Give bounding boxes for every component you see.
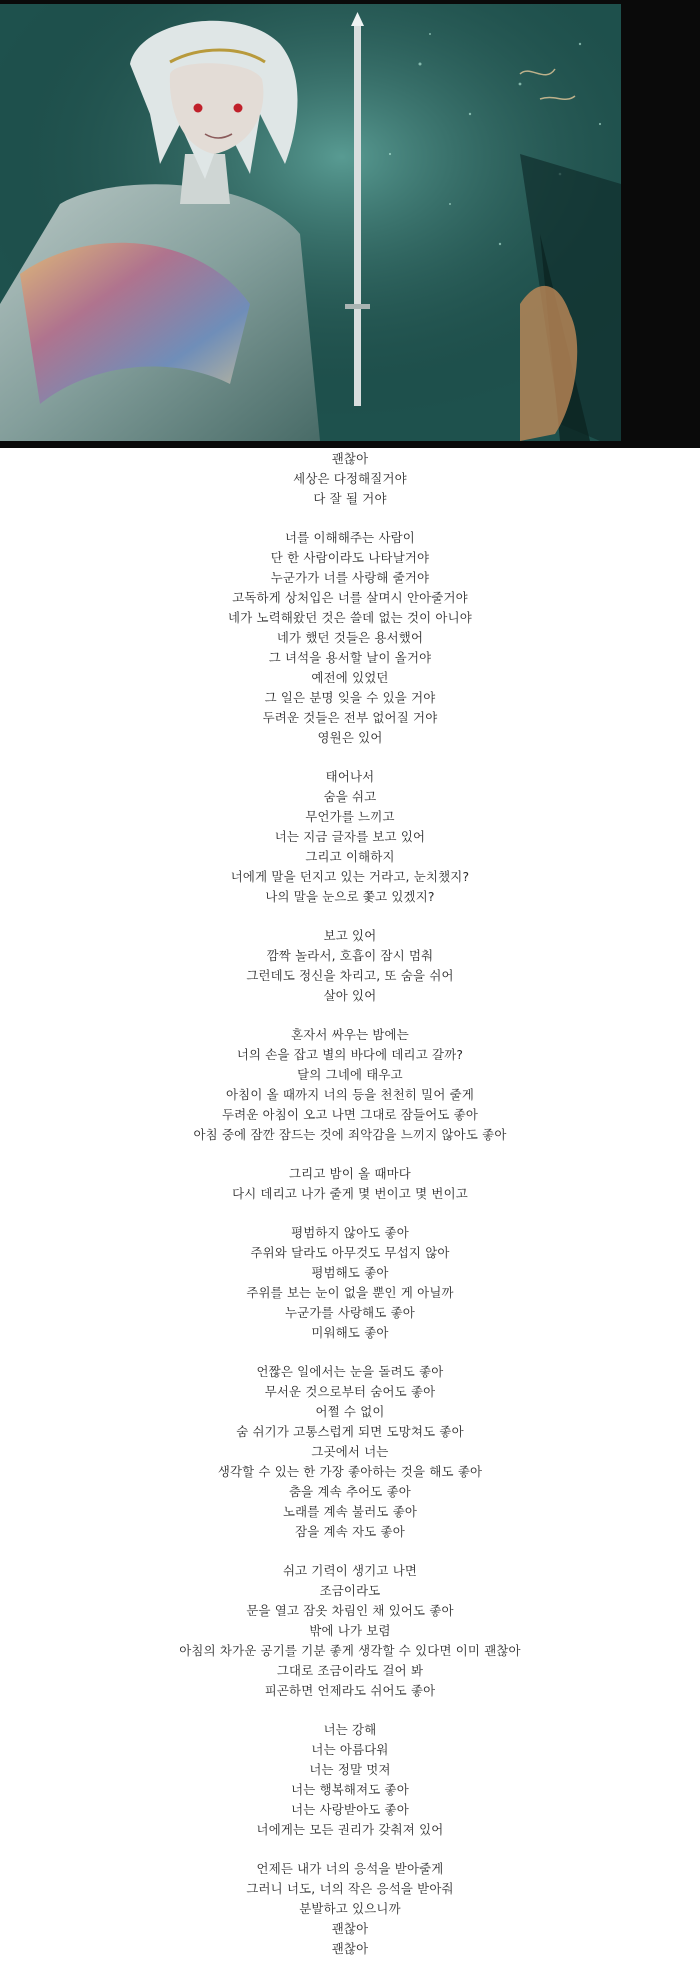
poem-line: 괜찮아 [331,1921,369,1936]
poem-line: 네가 했던 것들은 용서했어 [276,630,424,645]
poem-stanza [0,1859,700,1959]
poem-line: 숨을 쉬고 [323,789,377,804]
poem-line: 네가 노력해왔던 것은 쓸데 없는 것이 아니야 [228,610,472,625]
poem-line: 괜찮아 [331,451,369,466]
poem-line: 다 잘 될 거야 [313,491,387,506]
poem-line: 주위를 보는 눈이 없을 뿐인 게 아닐까 [246,1285,454,1300]
poem-line: 밖에 나가 보렴 [309,1623,391,1638]
artwork-banner [0,0,700,448]
poem-line: 두려운 아침이 오고 나면 그대로 잠들어도 좋아 [221,1107,479,1122]
poem-line: 평범하지 않아도 좋아 [291,1225,409,1240]
poem-line: 나의 말을 눈으로 쫓고 있겠지? [265,889,435,904]
poem-stanza [0,449,700,509]
poem-line: 그 일은 분명 잊을 수 있을 거야 [264,690,436,705]
poem-line: 괜찮아 [331,1941,369,1956]
artwork-illustration-svg [0,4,621,441]
poem-line: 그대로 조금이라도 걸어 봐 [276,1663,424,1678]
poem-line: 피곤하면 언제라도 쉬어도 좋아 [264,1683,436,1698]
poem-line: 너에게는 모든 권리가 갖춰져 있어 [256,1822,444,1837]
poem-line: 살아 있어 [323,988,377,1003]
poem-text [0,449,700,1978]
poem-line: 다시 데리고 나가 줄게 몇 번이고 몇 번이고 [232,1186,468,1201]
poem-line: 미워해도 좋아 [311,1325,389,1340]
poem-line: 그리고 밤이 올 때마다 [289,1166,411,1181]
poem-line: 너에게 말을 던지고 있는 거라고, 눈치챘지? [230,869,470,884]
poem-line: 그런데도 정신을 차리고, 또 숨을 쉬어 [246,968,454,983]
poem-line: 너는 정말 멋져 [309,1762,391,1777]
poem-line: 너는 행복해져도 좋아 [291,1782,409,1797]
poem-stanza [0,1164,700,1204]
poem-line: 숨 쉬기가 고통스럽게 되면 도망쳐도 좋아 [236,1424,464,1439]
poem-line: 혼자서 싸우는 밤에는 [291,1027,409,1042]
poem-line: 조금이라도 [319,1583,381,1598]
poem-line: 보고 있어 [323,928,377,943]
poem-line: 문을 열고 잠옷 차림인 채 있어도 좋아 [246,1603,454,1618]
poem-line: 그리고 이해하지 [305,849,395,864]
poem-line: 주위와 달라도 아무것도 무섭지 않아 [250,1245,450,1260]
poem-stanza [0,1362,700,1542]
poem-line: 너의 손을 잡고 별의 바다에 데리고 갈까? [236,1047,464,1062]
poem-line: 달의 그네에 태우고 [297,1067,403,1082]
poem-stanza [0,1561,700,1701]
poem-line: 아침이 올 때까지 너의 등을 천천히 밀어 줄게 [225,1087,475,1102]
poem-line: 아침 중에 잠깐 잠드는 것에 죄악감을 느끼지 않아도 좋아 [193,1127,507,1142]
poem-line: 어쩔 수 없이 [315,1404,385,1419]
poem-line: 그러니 너도, 너의 작은 응석을 받아줘 [246,1881,454,1896]
poem-line: 무서운 것으로부터 숨어도 좋아 [264,1384,436,1399]
poem-line: 너는 강해 [323,1722,377,1737]
poem-line: 고독하게 상처입은 너를 살며시 안아줄거야 [232,590,468,605]
poem-line: 세상은 다정해질거야 [293,471,407,486]
poem-line: 너는 지금 글자를 보고 있어 [274,829,426,844]
poem-line: 언제든 내가 너의 응석을 받아줄게 [256,1861,444,1876]
poem-line: 예전에 있었던 [311,670,389,685]
poem-stanza [0,926,700,1006]
poem-line: 그곳에서 너는 [311,1444,389,1459]
poem-line: 무언가를 느끼고 [305,809,395,824]
poem-line: 누군가를 사랑해도 좋아 [285,1305,415,1320]
poem-line: 깜짝 놀라서, 호흡이 잠시 멈춰 [266,948,434,963]
poem-stanza [0,1720,700,1840]
poem-line: 너는 아름다워 [311,1742,389,1757]
poem-line: 그 녀석을 용서할 날이 올거야 [268,650,432,665]
poem-line: 아침의 차가운 공기를 기분 좋게 생각할 수 있다면 이미 괜찮아 [179,1643,521,1658]
poem-line: 단 한 사람이라도 나타날거야 [270,550,430,565]
poem-line: 생각할 수 있는 한 가장 좋아하는 것을 해도 좋아 [217,1464,483,1479]
poem-line: 누군가가 너를 사랑해 줄거야 [270,570,430,585]
poem-line: 쉬고 기력이 생기고 나면 [282,1563,418,1578]
poem-stanza [0,767,700,907]
poem-line: 두려운 것들은 전부 없어질 거야 [262,710,438,725]
poem-stanza [0,1025,700,1145]
artwork-illustration [0,4,621,441]
poem-line: 잠을 계속 자도 좋아 [295,1524,405,1539]
poem-line: 너를 이해해주는 사람이 [285,530,415,545]
poem-stanza [0,1223,700,1343]
poem-line: 너는 사랑받아도 좋아 [291,1802,409,1817]
poem-line: 춤을 계속 추어도 좋아 [289,1484,411,1499]
poem-line: 노래를 계속 불러도 좋아 [282,1504,418,1519]
poem-line: 분발하고 있으니까 [299,1901,401,1916]
poem-line: 언짢은 일에서는 눈을 돌려도 좋아 [256,1364,444,1379]
poem-stanza [0,528,700,748]
poem-line: 영원은 있어 [317,730,383,745]
poem-line: 태어나서 [325,769,375,784]
poem-line: 평범해도 좋아 [311,1265,389,1280]
